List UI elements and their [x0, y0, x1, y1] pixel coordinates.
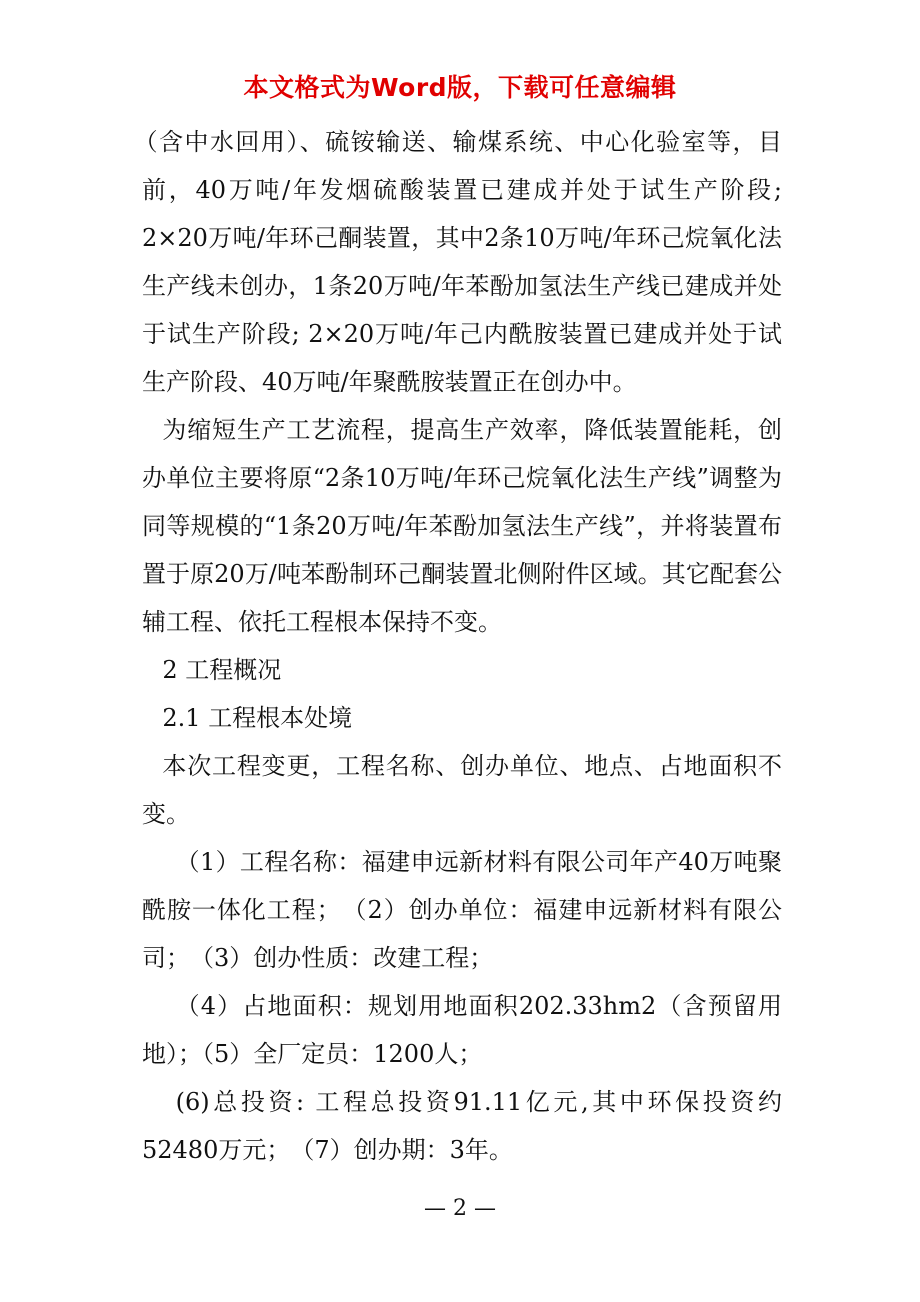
header-text: 本文格式为Word版，下载可任意编辑: [243, 73, 677, 102]
paragraph-project-items-3: (6)总投资: 工程总投资91.11亿元,其中环保投资约52480万元； （7）创办期：3年。: [142, 1088, 782, 1164]
paragraph-adjustment: 为缩短生产工艺流程，提高生产效率，降低装置能耗，创办单位主要将原“2条10万吨/年环己烷氧化法生产线”调整为同等规模的“1条20万吨/年苯酚加氢法生产线”，并将装置布置于原20万/吨苯酚制环己酮装置北侧附件区域。其它配套公辅工程、依托工程根本保持不变。: [142, 416, 782, 636]
paragraph-continuation: （含中水回用）、硫铵输送、输煤系统、中心化验室等，目前，40万吨/年发烟硫酸装置已建成并处于试生产阶段; 2×20万吨/年环己酮装置，其中2条10万吨/年环己烷氧化法生产线未创办，1条20万吨/年苯酚加氢法生产线已建成并处于试生产阶段; 2×20万吨/年己内酰胺装置已建成并处于试生产阶段、40万吨/年聚酰胺装置正在创办中。: [133, 128, 782, 396]
paragraph-project-items-1: （1）工程名称：福建申远新材料有限公司年产40万吨聚酰胺一体化工程； （2）创办单位：福建申远新材料有限公司； （3）创办性质：改建工程；: [142, 848, 782, 972]
paragraph-project-items-2: （4）占地面积：规划用地面积202.33hm2（含预留用地）；（5）全厂定员：1200人；: [142, 992, 782, 1068]
paragraph-change-summary: 本次工程变更，工程名称、创办单位、地点、占地面积不变。: [142, 752, 782, 828]
document-header: [0, 68, 920, 104]
page-number: — 2 —: [424, 1196, 496, 1221]
section-heading: 2 工程概况: [162, 656, 282, 684]
document-body: [133, 118, 782, 1174]
page-footer: [0, 1196, 920, 1221]
subsection-heading: 2.1 工程根本处境: [162, 704, 353, 732]
